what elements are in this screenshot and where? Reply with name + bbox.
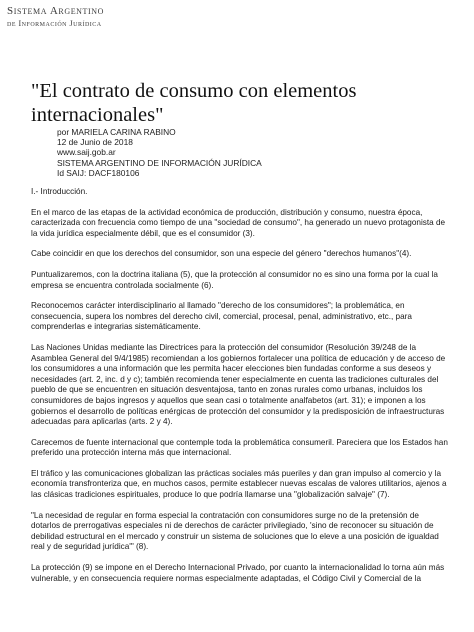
author: por MARIELA CARINA RABINO [57, 127, 176, 137]
paragraph: Las Naciones Unidas mediante las Directrices para la protección del consumidor (Resolución 39/248 de la Asamblea General del 9/4/1985) recomiendan a los gobiernos fortalecer una política de educación y de acceso de los consumidores a una información que les permita hacer elecciones bien fundadas conforme a sus deseos y necesidades (art. 2, inc. d y c); también recomienda tener especialmente en cuenta las tradiciones culturales del pueblo de que se encuentren en situación desventajosa, tanto en zonas rurales como urbanas, incluidos los consumidores de bajos ingresos y aquellos que sean casi o totalmente analfabetos (art. 31); e imponen a los gobiernos el desarrollo de políticas enérgicas de protección del consumidor y la predisposición de infraestructuras adecuadas para aplicarlas (arts. 2 y 4). [31, 342, 446, 427]
brand-name: Sistema Argentino [7, 5, 105, 17]
brand-subtitle: de Información Jurídica [7, 19, 102, 28]
website-link[interactable]: www.saij.gob.ar [57, 147, 116, 158]
section-heading: I.- Introducción. [31, 187, 88, 196]
paragraph: Cabe coincidir en que los derechos del consumidor, son una especie del género "derechos humanos"(4). [31, 249, 412, 259]
publication-date: 12 de Junio de 2018 [57, 137, 133, 148]
saij-logo [7, 5, 104, 29]
paragraph: El tráfico y las comunicaciones globalizan las prácticas sociales más pueriles y dan gran impulso al comercio y la economía transfronteriza que, en muchos casos, permite establecer nuevas escalas de valores utilitarios, ajenos a las clásicas tradiciones espirituales, produce lo que podría llamarse una "globalización salvaje" (7). [31, 468, 447, 500]
paragraph: Puntualizaremos, con la doctrina italiana (5), que la protección al consumidor no es sino una forma por la cual la empresa se encuentra controlada socialmente (6). [31, 269, 438, 290]
document-id: Id SAIJ: DACF180106 [57, 167, 140, 178]
paragraph: Carecemos de fuente internacional que contemple toda la problemática consumeril. Pareciera que los Estados han preferido una protección interna más que internacional. [31, 437, 448, 458]
paragraph: "La necesidad de regular en forma especial la contratación con consumidores surge no de la pretensión de dotarlos de prerrogativas especiales ni de derechos de carácter privilegiado, 'sino de reconocer su situación de debilidad estructural en el mercado y construir un sistema de soluciones que lo eleve a una posición de igualdad real y de seguridad jurídica'" (8). [31, 510, 439, 552]
paragraph: En el marco de las etapas de la actividad económica de producción, distribución y consumo, nuestra época, caracterizada con frecuencia como tiempo de una "sociedad de consumo", ha generado un nuevo protagonista de la vida jurídica especialmente débil, que es el consumidor (3). [31, 207, 446, 238]
paragraph: Reconocemos carácter interdisciplinario al llamado "derecho de los consumidores"; la problemática, en consecuencia, supera los nombres del derecho civil, comercial, procesal, penal, administrativo, etc., para comprenderlas e integrarias sistemáticamente. [31, 301, 412, 332]
publisher: SISTEMA ARGENTINO DE INFORMACIÓN JURÍDICA [57, 157, 262, 168]
document-title: "El contrato de consumo con elementos internacionales" [31, 80, 357, 126]
document-body [31, 187, 449, 594]
paragraph: La protección (9) se impone en el Derecho Internacional Privado, por cuanto la internacionalidad lo torna aún más vulnerable, y en consecuencia requiere normas especialmente adaptadas, el Código Civil y Comercial de la [31, 563, 445, 583]
document-metadata [57, 127, 262, 178]
